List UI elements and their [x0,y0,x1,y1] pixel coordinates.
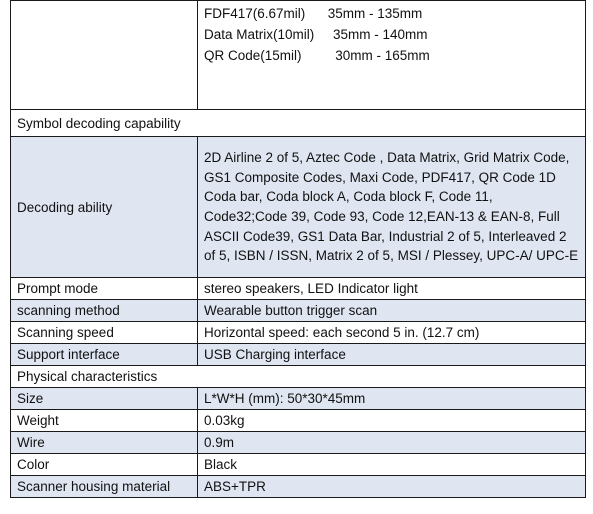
spec-row-size [11,388,586,410]
spec-row-color [11,454,586,476]
spec-label: Support interface [11,344,198,366]
spec-row-weight [11,410,586,432]
spec-value: Horizontal speed: each second 5 in. (12.7 cm) [198,322,586,344]
spec-label: Weight [11,410,198,432]
spec-row-support-interface [11,344,586,366]
spec-sheet [10,0,585,498]
spec-label: scanning method [11,300,198,322]
read-distance-pdf417: FDF417(6.67mil) 35mm - 135mm [204,6,423,21]
spec-value: 0.9m [198,432,586,454]
read-distance-label-cell [11,1,198,110]
spec-row-scanning-method [11,300,586,322]
section-symbol-decoding [11,110,586,137]
spec-value: Wearable button trigger scan [198,300,586,322]
spec-label: Scanner housing material [11,476,198,498]
spec-value: 0.03kg [198,410,586,432]
section-physical-characteristics [11,366,586,388]
spec-label: Scanning speed [11,322,198,344]
read-distance-qr-code: QR Code(15mil) 30mm - 165mm [204,48,430,63]
read-distance-data-matrix: Data Matrix(10mil) 35mm - 140mm [204,27,428,42]
spec-row-scanning-speed [11,322,586,344]
section-heading: Physical characteristics [11,366,586,388]
decoding-ability-value: 2D Airline 2 of 5, Aztec Code , Data Matrix, Grid Matrix Code, GS1 Composite Codes, Maxi Code, PDF417, QR Code 1D Coda bar, Coda block A, Coda block F, Code 11, Code32;Code 39, Code 93, Code 12,EAN-13 & EAN-8, Full ASCII Code39, GS1 Data Bar, Industrial 2 of 5, Interleaved 2 of 5, ISBN / ISSN, Matrix 2 of 5, MSI / Plessey, UPC-A/ UPC-E [198,137,586,278]
spec-row-wire [11,432,586,454]
spec-table [10,0,586,498]
section-heading: Symbol decoding capability [11,110,586,137]
spec-row-prompt-mode [11,278,586,300]
spec-row-housing-material [11,476,586,498]
spec-label: Prompt mode [11,278,198,300]
spec-value: stereo speakers, LED Indicator light [198,278,586,300]
spec-value: L*W*H (mm): 50*30*45mm [198,388,586,410]
spec-label: Size [11,388,198,410]
decoding-ability-label: Decoding ability [11,137,198,278]
spec-label: Wire [11,432,198,454]
spec-value: ABS+TPR [198,476,586,498]
read-distance-values [198,1,586,110]
spec-label: Color [11,454,198,476]
spec-value: Black [198,454,586,476]
decoding-ability-row [11,137,586,278]
spec-value: USB Charging interface [198,344,586,366]
read-distance-row [11,1,586,110]
